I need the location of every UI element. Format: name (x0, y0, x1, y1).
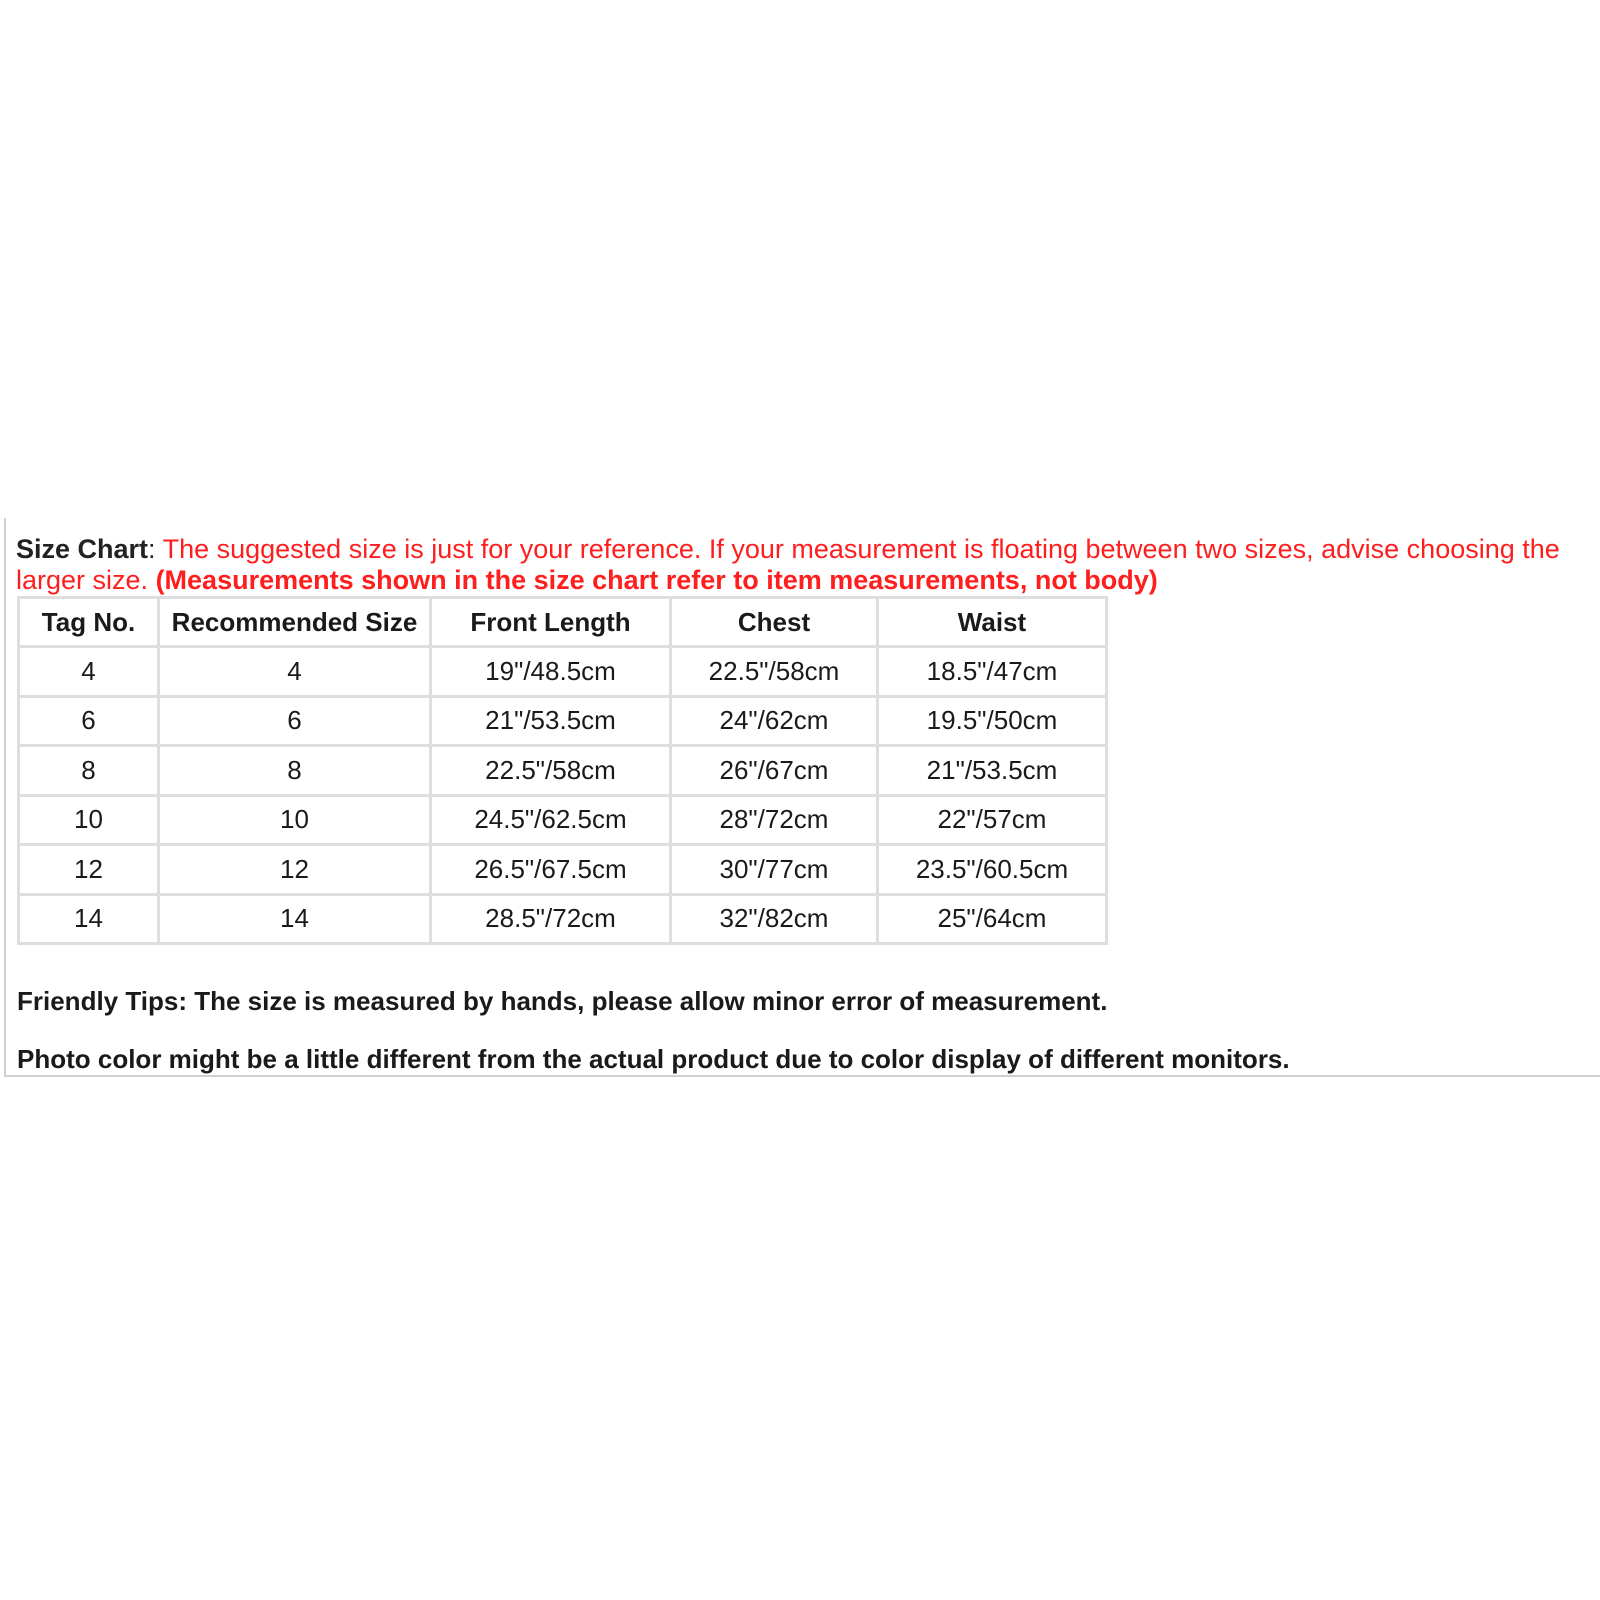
size-chart-colon: : (148, 534, 156, 564)
table-row (19, 894, 1107, 944)
cell-recommended-size: 6 (159, 696, 431, 746)
friendly-tips: Friendly Tips: The size is measured by hands, please allow minor error of measurement. (17, 986, 1108, 1016)
cell-chest: 32"/82cm (671, 894, 878, 944)
cell-recommended-size: 14 (159, 894, 431, 944)
cell-tag-no: 10 (19, 795, 159, 845)
cell-waist: 19.5"/50cm (878, 696, 1107, 746)
cell-chest: 28"/72cm (671, 795, 878, 845)
cell-waist: 22"/57cm (878, 795, 1107, 845)
cell-tag-no: 14 (19, 894, 159, 944)
cell-waist: 25"/64cm (878, 894, 1107, 944)
cell-chest: 26"/67cm (671, 746, 878, 796)
cell-front-length: 24.5"/62.5cm (431, 795, 671, 845)
table-row (19, 696, 1107, 746)
cell-front-length: 22.5"/58cm (431, 746, 671, 796)
measurement-note: (Measurements shown in the size chart refer to item measurements, not body) (155, 565, 1158, 595)
cell-tag-no: 4 (19, 647, 159, 697)
cell-front-length: 26.5"/67.5cm (431, 845, 671, 895)
header-front-length: Front Length (431, 598, 671, 647)
size-chart-panel (4, 518, 1600, 1077)
table-row (19, 746, 1107, 796)
cell-recommended-size: 10 (159, 795, 431, 845)
cell-waist: 18.5"/47cm (878, 647, 1107, 697)
size-chart-intro (16, 534, 1596, 596)
cell-front-length: 19"/48.5cm (431, 647, 671, 697)
cell-tag-no: 8 (19, 746, 159, 796)
cell-tag-no: 12 (19, 845, 159, 895)
cell-recommended-size: 4 (159, 647, 431, 697)
header-chest: Chest (671, 598, 878, 647)
cell-chest: 22.5"/58cm (671, 647, 878, 697)
size-table (17, 596, 1108, 945)
table-row (19, 795, 1107, 845)
cell-tag-no: 6 (19, 696, 159, 746)
header-tag-no: Tag No. (19, 598, 159, 647)
table-row (19, 845, 1107, 895)
cell-waist: 21"/53.5cm (878, 746, 1107, 796)
cell-recommended-size: 8 (159, 746, 431, 796)
cell-front-length: 21"/53.5cm (431, 696, 671, 746)
cell-chest: 30"/77cm (671, 845, 878, 895)
cell-recommended-size: 12 (159, 845, 431, 895)
cell-front-length: 28.5"/72cm (431, 894, 671, 944)
size-chart-label: Size Chart (16, 534, 149, 564)
header-waist: Waist (878, 598, 1107, 647)
size-reference-note: The suggested size is just for your reference. If your measurement is floating between two sizes, advise choosing the larger size. (16, 534, 1560, 595)
table-header-row (19, 598, 1107, 647)
cell-waist: 23.5"/60.5cm (878, 845, 1107, 895)
cell-chest: 24"/62cm (671, 696, 878, 746)
photo-color-note: Photo color might be a little different from the actual product due to color display of different monitors. (17, 1044, 1290, 1074)
table-row (19, 647, 1107, 697)
header-recommended-size: Recommended Size (159, 598, 431, 647)
